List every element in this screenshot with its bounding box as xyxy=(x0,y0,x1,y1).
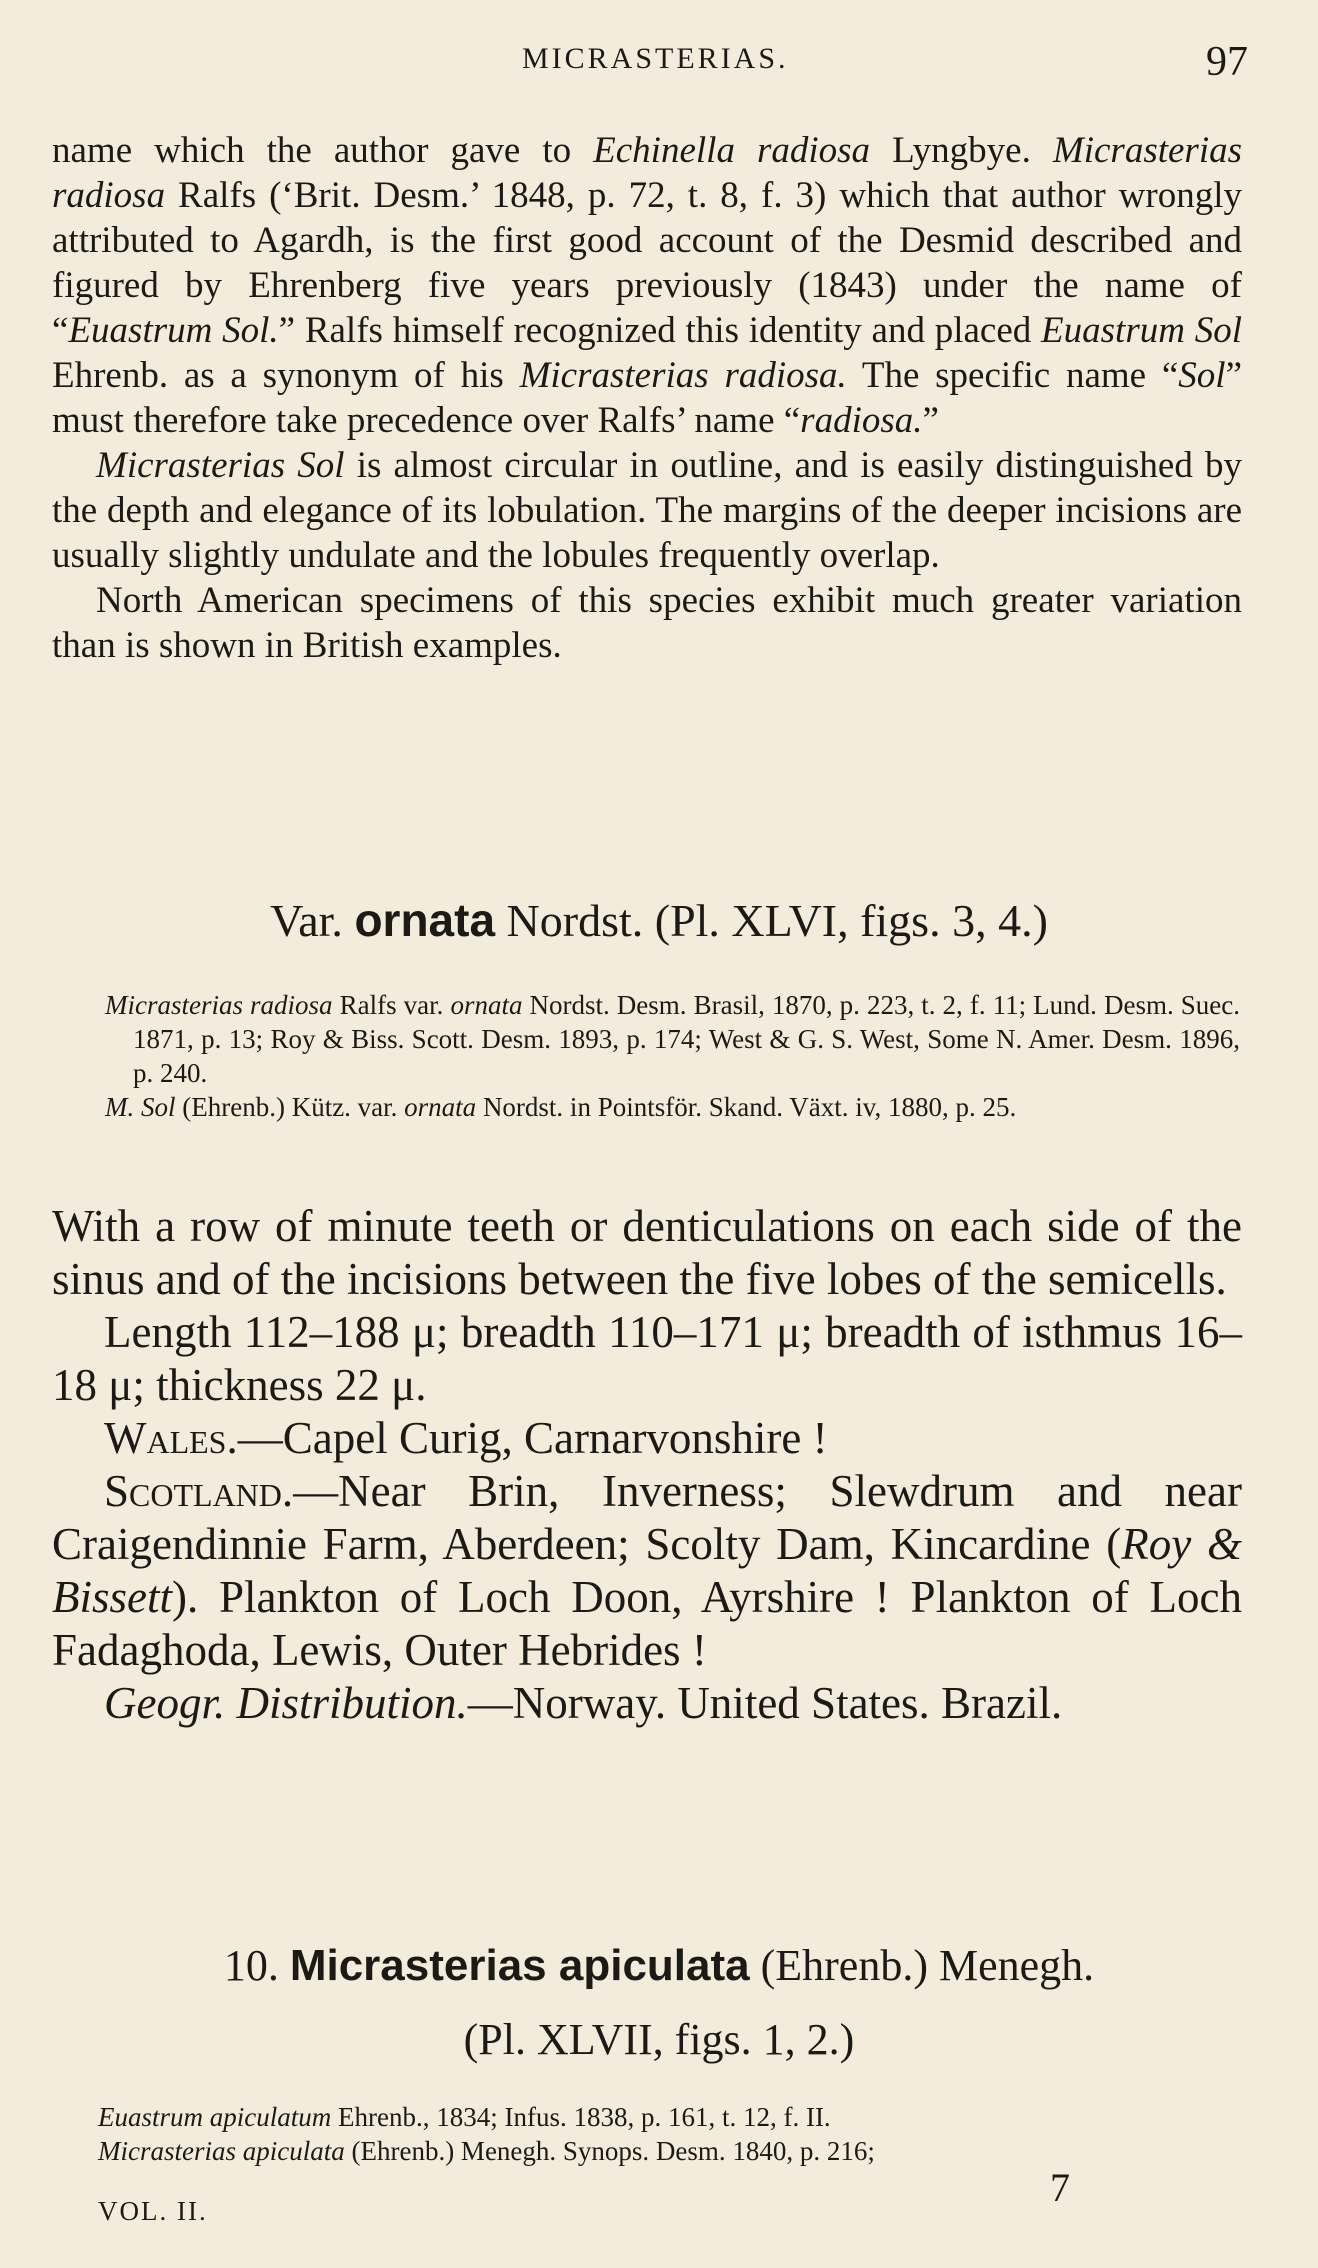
text-run: Euastrum Sol. xyxy=(68,310,279,351)
text-run: Echinella radiosa xyxy=(593,130,871,171)
variety-heading xyxy=(0,893,1318,947)
text-run: Var. xyxy=(270,895,355,946)
text-run: Micrasterias radiosa. xyxy=(519,355,847,396)
text-run: Nordst. (Pl. XLVI, figs. 3, 4.) xyxy=(495,895,1048,946)
text-run: Micrasterias apiculata xyxy=(98,2136,345,2166)
text-run: Euastrum Sol xyxy=(1041,310,1242,351)
text-run: Ehrenb. as a synonym of his xyxy=(52,355,520,396)
intro-paragraph-1 xyxy=(52,128,1242,443)
synonymy-entry xyxy=(98,2134,1240,2168)
text-run: (Ehrenb.) Menegh. xyxy=(749,1941,1095,1990)
species-heading xyxy=(0,1940,1318,1991)
text-run: Micrasterias radiosa xyxy=(105,990,333,1020)
text-run: (Ehrenb.) Kütz. var. xyxy=(175,1092,405,1122)
text-run: ). Plankton of Loch Doon, Ayrshire ! Plankton of Loch Fadaghoda, Lewis, Outer Hebrides ! xyxy=(52,1572,1242,1675)
species-synonymy xyxy=(98,2100,1240,2168)
intro-paragraph-2 xyxy=(52,443,1242,578)
volume-mark: VOL. II. xyxy=(98,2196,208,2226)
description-paragraph xyxy=(52,1200,1242,1306)
text-run: ” must therefore take precedence over Ralfs’ name “ xyxy=(52,355,1242,441)
text-run: Ralfs (‘Brit. Desm.’ 1848, p. 72, t. 8, f. 3) which that author wrongly attributed to Agardh, is the first good account of the Desmid described and figured by Ehrenberg five years previously (1843) under the name of “ xyxy=(52,175,1242,351)
running-title: MICRASTERIAS. xyxy=(522,42,789,75)
page-number: 97 xyxy=(1206,39,1248,85)
text-run: Micrasterias apiculata xyxy=(289,1941,750,1990)
text-run: Ralfs var. xyxy=(332,990,451,1020)
text-run: ornata xyxy=(354,894,496,946)
text-run: Lyngbye. xyxy=(870,130,1053,171)
geographic-distribution xyxy=(52,1677,1242,1730)
text-run: Micrasterias radiosa xyxy=(52,130,1242,216)
text-run: ” xyxy=(922,400,939,441)
text-run: Scotland. xyxy=(104,1466,294,1516)
text-run: With a row of minute teeth or denticulations on each side of the sinus and of the incisions between the five lobes of the semicells. xyxy=(52,1201,1242,1304)
text-run: North American specimens of this species exhibit much greater variation than is shown in British examples. xyxy=(52,580,1242,666)
text-run: Nordst. Desm. Brasil, 1870, p. 223, t. 2, f. 11; Lund. Desm. Suec. 1871, p. 13; Roy & Biss. Scott. Desm. 1893, p. 174; West & G. S. West, Some N. Amer. Desm. 1896, p. 240. xyxy=(133,990,1240,1088)
text-run: radiosa. xyxy=(800,400,923,441)
text-run: M. Sol xyxy=(105,1092,176,1122)
text-run: ornata xyxy=(450,990,523,1020)
text-run: —Capel Curig, Carnarvonshire ! xyxy=(237,1413,828,1463)
variety-description xyxy=(52,1200,1242,1730)
synonymy-entry xyxy=(98,2100,1240,2134)
intro-paragraph-3 xyxy=(52,578,1242,668)
text-run: Geogr. Distribution. xyxy=(104,1678,468,1728)
text-run: name which the author gave to xyxy=(52,130,594,171)
text-run: Roy & Bissett xyxy=(52,1519,1242,1622)
text-run: Nordst. in Pointsför. Skand. Växt. iv, 1880, p. 25. xyxy=(476,1092,1017,1122)
text-run: —Near Brin, Inverness; Slewdrum and near Craigendinnie Farm, Aberdeen; Scolty Dam, Kincardine ( xyxy=(52,1466,1242,1569)
text-run: Wales. xyxy=(104,1413,238,1463)
text-run: Sol xyxy=(1178,355,1226,396)
text-run: Ehrenb., 1834; Infus. 1838, p. 161, t. 12, f. II. xyxy=(331,2102,831,2132)
signature-mark: 7 xyxy=(1050,2165,1070,2210)
species-plate-reference: (Pl. XLVII, figs. 1, 2.) xyxy=(463,2015,855,2064)
text-run: ornata xyxy=(404,1092,477,1122)
text-run: The specific name “ xyxy=(846,355,1179,396)
introduction-text xyxy=(52,128,1242,668)
locality-scotland xyxy=(52,1465,1242,1677)
text-run: ” Ralfs himself recognized this identity and placed xyxy=(278,310,1042,351)
text-run: Micrasterias Sol xyxy=(96,445,345,486)
text-run: (Ehrenb.) Menegh. Synops. Desm. 1840, p. 216; xyxy=(344,2136,875,2166)
text-run: Euastrum apiculatum xyxy=(98,2102,332,2132)
synonymy-entry xyxy=(105,1090,1240,1124)
locality-wales xyxy=(52,1412,1242,1465)
text-run: Length 112–188 μ; breadth 110–171 μ; breadth of isthmus 16–18 μ; thickness 22 μ. xyxy=(52,1307,1242,1410)
synonymy-entry xyxy=(105,988,1240,1090)
text-run: 10. xyxy=(223,1941,290,1990)
page-header xyxy=(0,38,1318,88)
measurements-paragraph xyxy=(52,1306,1242,1412)
text-run: is almost circular in outline, and is easily distinguished by the depth and elegance of its lobulation. The margins of the deeper incisions are usually slightly undulate and the lobules frequently overlap. xyxy=(52,445,1242,576)
variety-synonymy xyxy=(105,988,1240,1124)
text-run: —Norway. United States. Brazil. xyxy=(467,1678,1063,1728)
